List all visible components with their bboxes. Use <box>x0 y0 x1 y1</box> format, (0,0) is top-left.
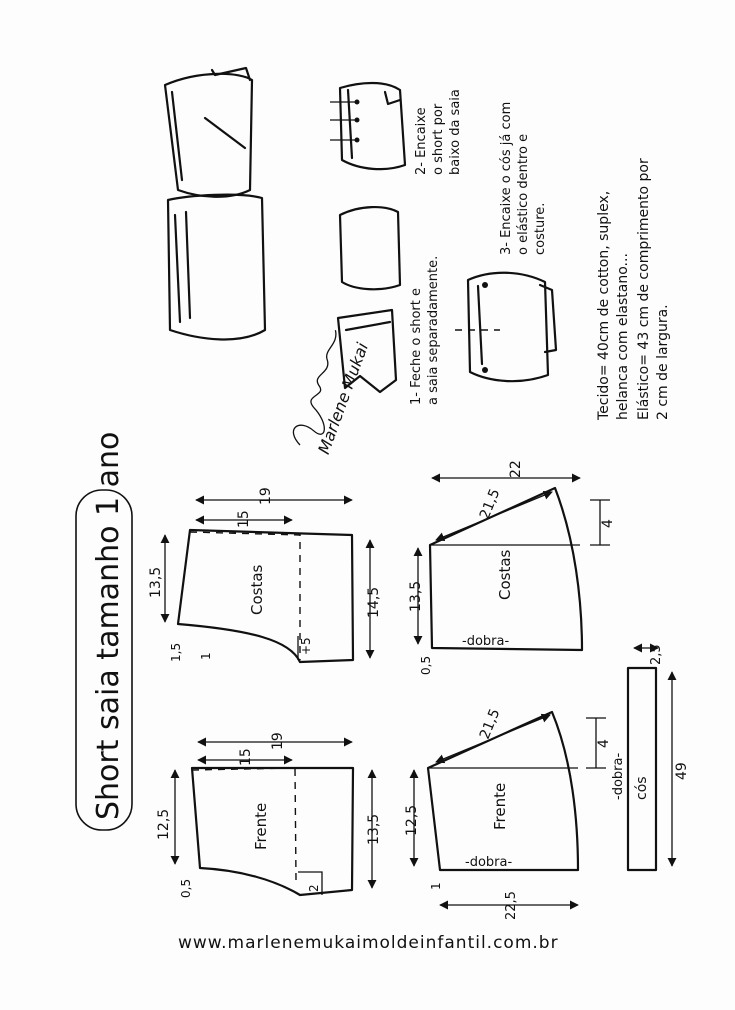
cos-2-5: 2,5 <box>649 644 664 665</box>
saia-costas-22: 22 <box>508 460 524 478</box>
step1-line2: a saia separadamente. <box>426 255 441 405</box>
illustration-assembled-skort <box>165 68 265 339</box>
materials-line4: 2 cm de largura. <box>655 304 671 420</box>
short-frente-12-5: 12,5 <box>156 808 172 840</box>
title-group <box>76 432 132 830</box>
piece-saia-frente <box>404 707 612 920</box>
short-costas-1: 1 <box>199 652 213 660</box>
short-frente-15: 15 <box>238 748 254 766</box>
short-frente-13-5: 13,5 <box>366 813 382 845</box>
piece-short-costas <box>148 487 382 662</box>
signature-group <box>290 328 373 456</box>
materials-line3: Elástico= 43 cm de comprimento por <box>636 158 652 420</box>
instruction-step2 <box>414 89 463 175</box>
instruction-step3 <box>499 102 548 255</box>
short-frente-19: 19 <box>270 732 286 750</box>
cos-rectangle <box>628 668 656 870</box>
step2-line3: baixo da saia <box>448 89 463 175</box>
saia-frente-21-5: 21,5 <box>476 706 504 742</box>
short-costas-5: +5 <box>299 637 313 655</box>
step2-line1: 2- Encaixe <box>414 107 429 175</box>
piece-saia-costas <box>408 460 616 675</box>
saia-frente-fold: -dobra- <box>465 855 513 870</box>
saia-costas-4: 4 <box>600 519 616 528</box>
saia-frente-1: 1 <box>429 882 443 890</box>
step3-line3: costure. <box>533 202 548 255</box>
cos-label: cós <box>634 776 650 800</box>
piece-cos <box>611 644 690 870</box>
short-costas-14-5: 14,5 <box>366 586 382 618</box>
step3-line1: 3- Encaixe o cós já com <box>499 101 514 255</box>
materials-line2: helanca com elastano... <box>615 253 631 420</box>
saia-frente-4: 4 <box>596 739 612 748</box>
short-costas-15: 15 <box>236 510 252 528</box>
step2-line2: o short por <box>431 103 446 175</box>
step3-line2: o elástico dentro e <box>516 133 531 255</box>
short-frente-2: 2 <box>307 884 321 892</box>
illustration-step2 <box>330 83 405 169</box>
short-costas-label: Costas <box>248 564 266 615</box>
signature: Marlene Mukai <box>314 340 372 457</box>
saia-costas-0-5: 0,5 <box>419 655 433 675</box>
step1-line1: 1- Feche o short e <box>409 288 424 405</box>
page-title: Short saia tamanho 1 ano <box>91 431 126 820</box>
saia-costas-fold: -dobra- <box>462 634 510 649</box>
instruction-step1 <box>409 256 441 405</box>
materials-block <box>596 158 671 421</box>
saia-costas-label: Costas <box>496 549 514 600</box>
cos-49: 49 <box>674 762 690 780</box>
short-costas-19: 19 <box>258 487 274 505</box>
saia-costas-13-5: 13,5 <box>408 580 424 612</box>
cos-fold: -dobra- <box>611 752 626 800</box>
short-costas-13-5: 13,5 <box>148 566 164 598</box>
piece-short-frente <box>156 732 382 898</box>
saia-frente-22-5: 22,5 <box>504 891 519 920</box>
illustration-step3 <box>455 273 556 381</box>
short-costas-1-5: 1,5 <box>169 642 183 662</box>
saia-frente-12-5: 12,5 <box>404 804 420 836</box>
website-url: www.marlenemukaimoldeinfantil.com.br <box>178 933 559 953</box>
materials-line1: Tecido= 40cm de cotton, suplex, <box>596 190 612 420</box>
saia-frente-label: Frente <box>491 782 509 830</box>
short-frente-label: Frente <box>252 802 270 850</box>
short-frente-0-5: 0,5 <box>179 878 193 898</box>
saia-costas-21-5: 21,5 <box>476 486 504 522</box>
